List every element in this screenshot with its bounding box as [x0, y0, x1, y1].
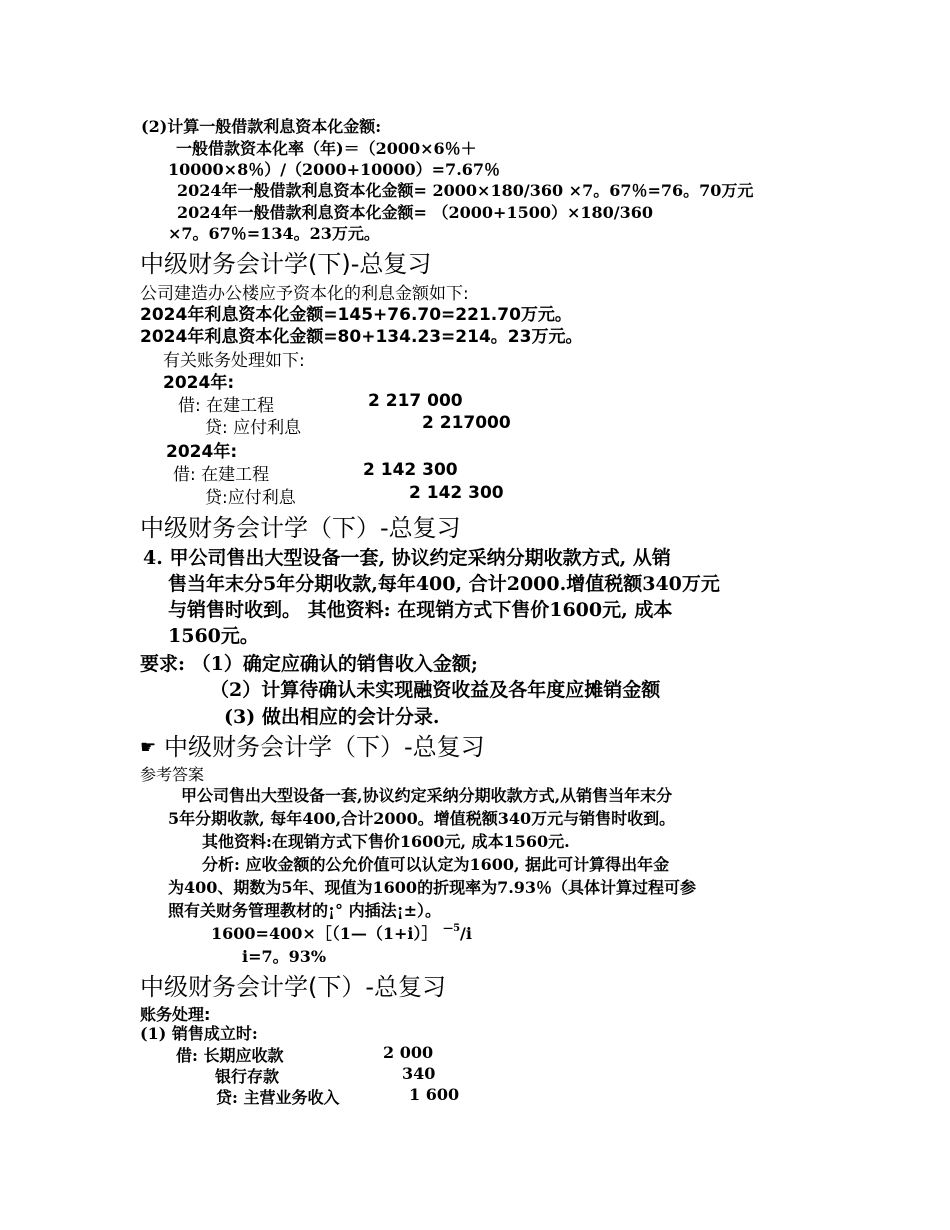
- bank-deposit-label: 银行存款: [215, 1067, 280, 1086]
- page-title-4: 中级财务会计学(下）-总复习: [140, 973, 447, 1001]
- entry2-debit-amount: 2 142 300: [363, 460, 458, 480]
- question4-line4: 1560元。: [168, 625, 259, 647]
- accounting-intro: 有关账务处理如下:: [163, 351, 305, 371]
- answer-p3-line3: 照有关财务管理教材的¡° 内插法¡±）。: [168, 901, 442, 920]
- rate-line2: 10000×8％）/（2000+10000）=7.67％: [168, 160, 501, 179]
- calc-2024b-line1: 2024年一般借款利息资本化金额= （2000+1500）×180/360: [177, 203, 654, 222]
- entry2-credit-amount: 2 142 300: [409, 483, 504, 503]
- pointing-hand-icon: ☛: [140, 737, 157, 758]
- entry2-credit-label: 贷:应付利息: [205, 488, 296, 508]
- credit-main-revenue-label: 贷: 主营业务收入: [216, 1088, 340, 1107]
- entry1-credit-amount: 2 217000: [422, 413, 511, 433]
- rate-line1: 一般借款资本化率（年)＝（2000×6％＋: [176, 139, 477, 158]
- page-title-1: 中级财务会计学(下)-总复习: [140, 250, 432, 278]
- answer-p1-line1: 甲公司售出大型设备一套,协议约定采纳分期收款方式,从销售当年末分: [181, 786, 673, 805]
- answer-p1-line2: 5年分期收款, 每年400,合计2000。增值税额340万元与销售时收到。: [168, 809, 676, 828]
- calc-2024a: 2024年一般借款利息资本化金额= 2000×180/360 ×7。67％=76。70万元: [177, 181, 754, 200]
- formula: 1600=400×［（1—（1+i）］ $^{—5}$/i: [211, 923, 472, 943]
- requirement-3: (3) 做出相应的会计分录.: [224, 706, 440, 728]
- question4-line3: 与销售时收到。 其他资料: 在现销方式下售价1600元, 成本: [168, 599, 673, 621]
- debit-long-term-receivable: 借: 长期应收款: [176, 1046, 284, 1065]
- formula-result: i=7。93%: [242, 947, 327, 966]
- bookkeeping-heading: 账务处理:: [140, 1005, 211, 1024]
- bank-deposit-amount: 340: [402, 1064, 436, 1083]
- capitalization-line2: 2024年利息资本化金额=80+134.23=214。23万元。: [140, 327, 583, 347]
- entry1-debit-amount: 2 217 000: [368, 391, 463, 411]
- page-title-3: ☛ 中级财务会计学（下）-总复习: [140, 733, 485, 761]
- question4-line1: 4. 甲公司售出大型设备一套, 协议约定采纳分期收款方式, 从销: [143, 547, 671, 569]
- entry2-debit-label: 借: 在建工程: [173, 465, 270, 485]
- answer-label: 参考答案: [140, 765, 205, 784]
- entry1-debit-label: 借: 在建工程: [178, 396, 275, 416]
- entry2-year: 2024年:: [166, 442, 238, 462]
- answer-p2: 其他资料:在现销方式下售价1600元, 成本1560元.: [202, 832, 570, 851]
- requirement-1: 要求: （1）确定应确认的销售收入金额;: [140, 653, 478, 675]
- section2-heading: (2)计算一般借款利息资本化金额:: [141, 117, 382, 136]
- entry1-credit-label: 贷: 应付利息: [205, 418, 302, 438]
- debit-amount: 2 000: [383, 1043, 434, 1062]
- requirement-2: （2）计算待确认未实现融资收益及各年度应摊销金额: [210, 679, 661, 701]
- page-title-2: 中级财务会计学（下）-总复习: [140, 514, 461, 542]
- credit-amount: 1 600: [409, 1085, 460, 1104]
- answer-p3-line1: 分析: 应收金额的公允价值可以认定为1600, 据此可计算得出年金: [202, 855, 670, 874]
- question4-line2: 售当年末分5年分期收款,每年400, 合计2000.增值税额340万元: [168, 573, 720, 595]
- entry1-year: 2024年:: [163, 373, 235, 393]
- calc-2024b-line2: ×7。67％=134。23万元。: [168, 224, 380, 243]
- capitalization-line1: 2024年利息资本化金额=145+76.70=221.70万元。: [140, 305, 572, 325]
- answer-p3-line2: 为400、期数为5年、现值为1600的折现率为7.93％（具体计算过程可参: [168, 878, 697, 897]
- capitalization-intro: 公司建造办公楼应予资本化的利息金额如下:: [140, 284, 469, 304]
- bookkeeping-step1: (1) 销售成立时:: [140, 1024, 258, 1043]
